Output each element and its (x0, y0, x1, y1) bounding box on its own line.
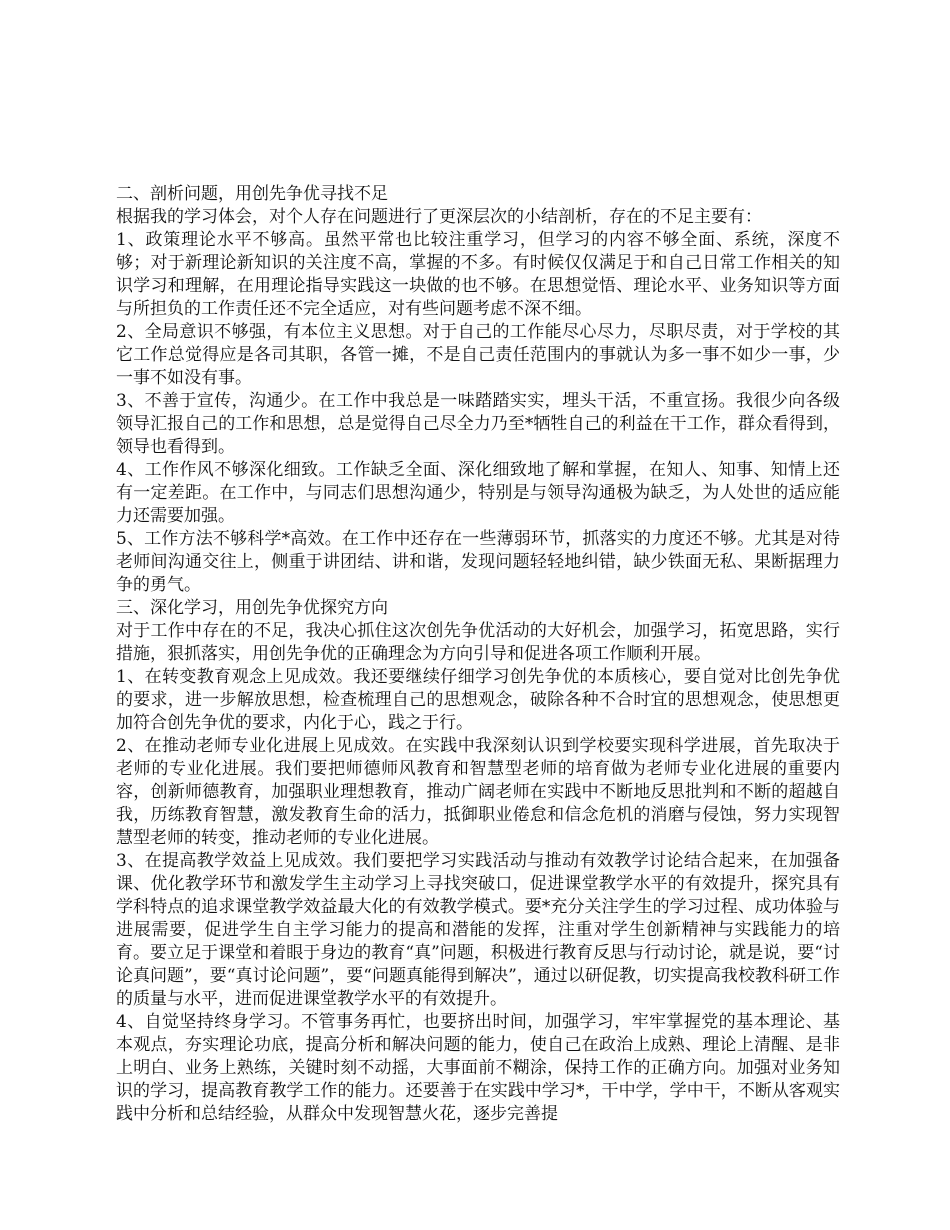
paragraph-study-3: 3、在提高教学效益上见成效。我们要把学习实践活动与推动有效教学讨论结合起来，在加强备课、优化教学环节和激发学生主动学习上寻找突破口，促进课堂教学水平的有效提升，探究具有学科特点的追求课堂教学效益最大化的有效教学模式。要*充分关注学生的学习过程、成功体验与进展需要，促进学生自主学习能力的提高和潜能的发挥，注重对学生创新精神与实践能力的培育。要立足于课堂和着眼于身边的教育“真”问题，积极进行教育反思与行动讨论，就是说，要“讨论真问题”，要“真讨论问题”，要“问题真能得到解决”，通过以研促教，切实提高我校教科研工作的质量与水平，进而促进课堂教学水平的有效提升。 (116, 851, 840, 1009)
document-body (116, 183, 840, 1126)
paragraph-item-5: 5、工作方法不够科学*高效。在工作中还存在一些薄弱环节，抓落实的力度还不够。尤其是对待老师间沟通交往上，侧重于讲团结、讲和谐，发现问题轻轻地纠错，缺少铁面无私、果断据理力争的勇气。 (116, 529, 840, 595)
paragraph-intro: 根据我的学习体会，对个人存在问题进行了更深层次的小结剖析，存在的不足主要有： (116, 207, 762, 227)
section-heading-study: 三、深化学习，用创先争优探究方向 (116, 598, 388, 618)
paragraph-item-2: 2、全局意识不够强，有本位主义思想。对于自己的工作能尽心尽力，尽职尽责，对于学校的其它工作总觉得应是各司其职，各管一摊，不是自己责任范围内的事就认为多一事不如少一事，少一事不如没有事。 (116, 322, 840, 388)
paragraph-study-2: 2、在推动老师专业化进展上见成效。在实践中我深刻认识到学校要实现科学进展，首先取决于老师的专业化进展。我们要把师德师风教育和智慧型老师的培育做为老师专业化进展的重要内容，创新师德教育，加强职业理想教育，推动广阔老师在实践中不断地反思批判和不断的超越自我，历练教育智慧，激发教育生命的活力，抵御职业倦怠和信念危机的消磨与侵蚀，努力实现智慧型老师的转变，推动老师的专业化进展。 (116, 736, 840, 848)
paragraph-item-1: 1、政策理论水平不够高。虽然平常也比较注重学习，但学习的内容不够全面、系统，深度不够；对于新理论新知识的关注度不高，掌握的不多。有时候仅仅满足于和自己日常工作相关的知识学习和理解，在用理论指导实践这一块做的也不够。在思想觉悟、理论水平、业务知识等方面与所担负的工作责任还不完全适应，对有些问题考虑不深不细。 (116, 230, 840, 319)
paragraph-study-intro: 对于工作中存在的不足，我决心抓住这次创先争优活动的大好机会，加强学习，拓宽思路，实行措施，狠抓落实，用创先争优的正确理念为方向引导和促进各项工作顺利开展。 (116, 621, 840, 664)
paragraph-study-4: 4、自觉坚持终身学习。不管事务再忙，也要挤出时间，加强学习，牢牢掌握党的基本理论、基本观点，夯实理论功底，提高分析和解决问题的能力，使自己在政治上成熟、理论上清醒、是非上明白、业务上熟练，关键时刻不动摇，大事面前不糊涂，保持工作的正确方向。加强对业务知识的学习，提高教育教学工作的能力。还要善于在实践中学习*，干中学，学中干，不断从客观实践中分析和总结经验，从群众中发现智慧火花，逐步完善提 (116, 1012, 840, 1124)
section-heading-analysis: 二、剖析问题，用创先争优寻找不足 (116, 184, 388, 204)
paragraph-item-3: 3、不善于宣传，沟通少。在工作中我总是一味踏踏实实，埋头干活，不重宣扬。我很少向各级领导汇报自己的工作和思想，总是觉得自己尽全力乃至*牺牲自己的利益在干工作，群众看得到，领导也看得到。 (116, 391, 840, 457)
paragraph-item-4: 4、工作作风不够深化细致。工作缺乏全面、深化细致地了解和掌握，在知人、知事、知情上还有一定差距。在工作中，与同志们思想沟通少，特别是与领导沟通极为缺乏，为人处世的适应能力还需要加强。 (116, 460, 840, 526)
paragraph-study-1: 1、在转变教育观念上见成效。我还要继续仔细学习创先争优的本质核心，要自觉对比创先争优的要求，进一步解放思想，检查梳理自己的思想观念，破除各种不合时宜的思想观念，使思想更加符合创先争优的要求，内化于心，践之于行。 (116, 667, 840, 733)
